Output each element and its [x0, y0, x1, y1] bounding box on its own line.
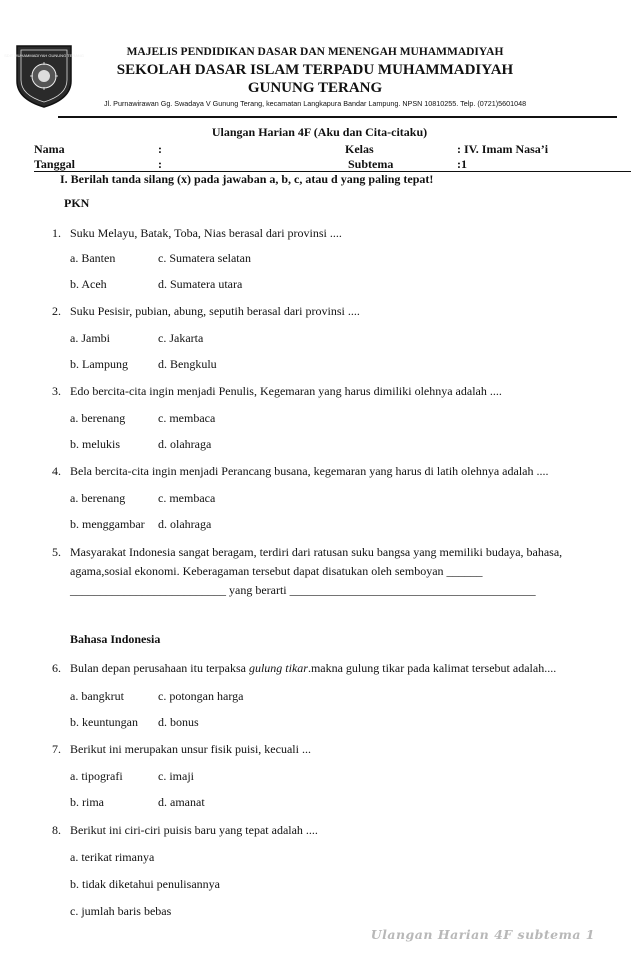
- question-text-line-3: __________________________ yang berarti _________________________________________: [70, 583, 536, 597]
- header-address: Jl. Purnawirawan Gg. Swadaya V Gunung Terang, kecamatan Langkapura Bandar Lampung. NPSN 10810255. Telp. (0721)5601048: [104, 99, 527, 108]
- section-pkn: PKN: [64, 196, 90, 210]
- question-number: 8.: [52, 823, 61, 837]
- kelas-label: Kelas: [345, 142, 374, 156]
- option-b: b. rima: [70, 795, 104, 809]
- subtema-label: Subtema: [348, 157, 394, 171]
- option-b: b. keuntungan: [70, 715, 138, 729]
- question-text-italic: gulung tikar: [248, 661, 308, 675]
- option-a: a. berenang: [70, 491, 126, 505]
- subtema-value: :1: [457, 157, 467, 171]
- instruction: I. Berilah tanda silang (x) pada jawaban a, b, c, atau d yang paling tepat!: [60, 172, 434, 186]
- question-number: 5.: [52, 545, 61, 559]
- section-bahasa-indonesia: Bahasa Indonesia: [70, 632, 161, 646]
- kelas-value: : IV. Imam Nasa’i: [457, 142, 549, 156]
- option-b: b. menggambar: [70, 517, 145, 531]
- nama-label: Nama: [34, 142, 65, 156]
- option-d: d. Sumatera utara: [158, 277, 243, 291]
- footer-watermark: Ulangan Harian 4F subtema 1: [370, 927, 595, 942]
- header-line-1: MAJELIS PENDIDIKAN DASAR DAN MENENGAH MUHAMMADIYAH: [126, 46, 504, 58]
- question-text: Berikut ini ciri-ciri puisis baru yang tepat adalah ....: [70, 823, 318, 837]
- option-b: b. Lampung: [70, 357, 128, 371]
- option-c: c. imaji: [158, 769, 194, 783]
- option-d: d. olahraga: [158, 437, 212, 451]
- header-school-name: SEKOLAH DASAR ISLAM TERPADU MUHAMMADIYAH: [116, 62, 514, 78]
- question-text: Suku Pesisir, pubian, abung, seputih berasal dari provinsi ....: [70, 304, 360, 318]
- option-b: b. melukis: [70, 437, 120, 451]
- question-number: 7.: [52, 742, 61, 756]
- question-text-pre: Bulan depan perusahaan itu terpaksa: [70, 661, 249, 675]
- option-a: a. tipografi: [70, 769, 123, 783]
- option-d: d. amanat: [158, 795, 205, 809]
- question-number: 3.: [52, 384, 61, 398]
- question-text-post: .makna gulung tikar pada kalimat tersebut adalah....: [307, 661, 557, 675]
- svg-text:SDIT MUHAMMADIYAH GUNUNG TERAN: SDIT MUHAMMADIYAH GUNUNG TERANG: [4, 53, 84, 58]
- question-number: 2.: [52, 304, 61, 318]
- option-a: a. Banten: [70, 251, 116, 265]
- header-school-location: GUNUNG TERANG: [247, 80, 383, 96]
- question-number: 6.: [52, 661, 61, 675]
- question-text: [70, 661, 556, 676]
- question-text: Suku Melayu, Batak, Toba, Nias berasal dari provinsi ....: [70, 226, 342, 240]
- option-d: d. Bengkulu: [158, 357, 217, 371]
- option-d: d. olahraga: [158, 517, 212, 531]
- header-divider: [58, 116, 617, 118]
- question-number: 1.: [52, 226, 61, 240]
- option-a: a. berenang: [70, 411, 126, 425]
- question-text: Edo bercita-cita ingin menjadi Penulis, Kegemaran yang harus dimiliki olehnya adalah ....: [70, 384, 502, 398]
- nama-colon: :: [158, 142, 162, 156]
- option-d: d. bonus: [158, 715, 199, 729]
- option-c: c. potongan harga: [158, 689, 244, 703]
- option-b: b. Aceh: [70, 277, 107, 291]
- question-text-line-1: Masyarakat Indonesia sangat beragam, terdiri dari ratusan suku bangsa yang memiliki budaya, bahasa,: [70, 545, 563, 559]
- option-b: b. tidak diketahui penulisannya: [70, 877, 220, 891]
- exam-title: Ulangan Harian 4F (Aku dan Cita-citaku): [211, 125, 428, 139]
- question-text-line-2: agama,sosial ekonomi. Keberagaman tersebut dapat disatukan oleh semboyan ______: [70, 564, 483, 578]
- option-c: c. Sumatera selatan: [158, 251, 251, 265]
- question-text: Berikut ini merupakan unsur fisik puisi, kecuali ...: [70, 742, 311, 756]
- tanggal-label: Tanggal: [34, 157, 75, 171]
- tanggal-colon: :: [158, 157, 162, 171]
- option-c: c. membaca: [158, 491, 216, 505]
- question-number: 4.: [52, 464, 61, 478]
- school-logo: [4, 43, 84, 109]
- option-a: a. bangkrut: [70, 689, 124, 703]
- option-c: c. membaca: [158, 411, 216, 425]
- option-c: c. Jakarta: [158, 331, 204, 345]
- option-a: a. terikat rimanya: [70, 850, 155, 864]
- question-text: Bela bercita-cita ingin menjadi Perancang busana, kegemaran yang harus di latih olehnya adalah ....: [70, 464, 549, 478]
- option-c: c. jumlah baris bebas: [70, 904, 172, 918]
- option-a: a. Jambi: [70, 331, 110, 345]
